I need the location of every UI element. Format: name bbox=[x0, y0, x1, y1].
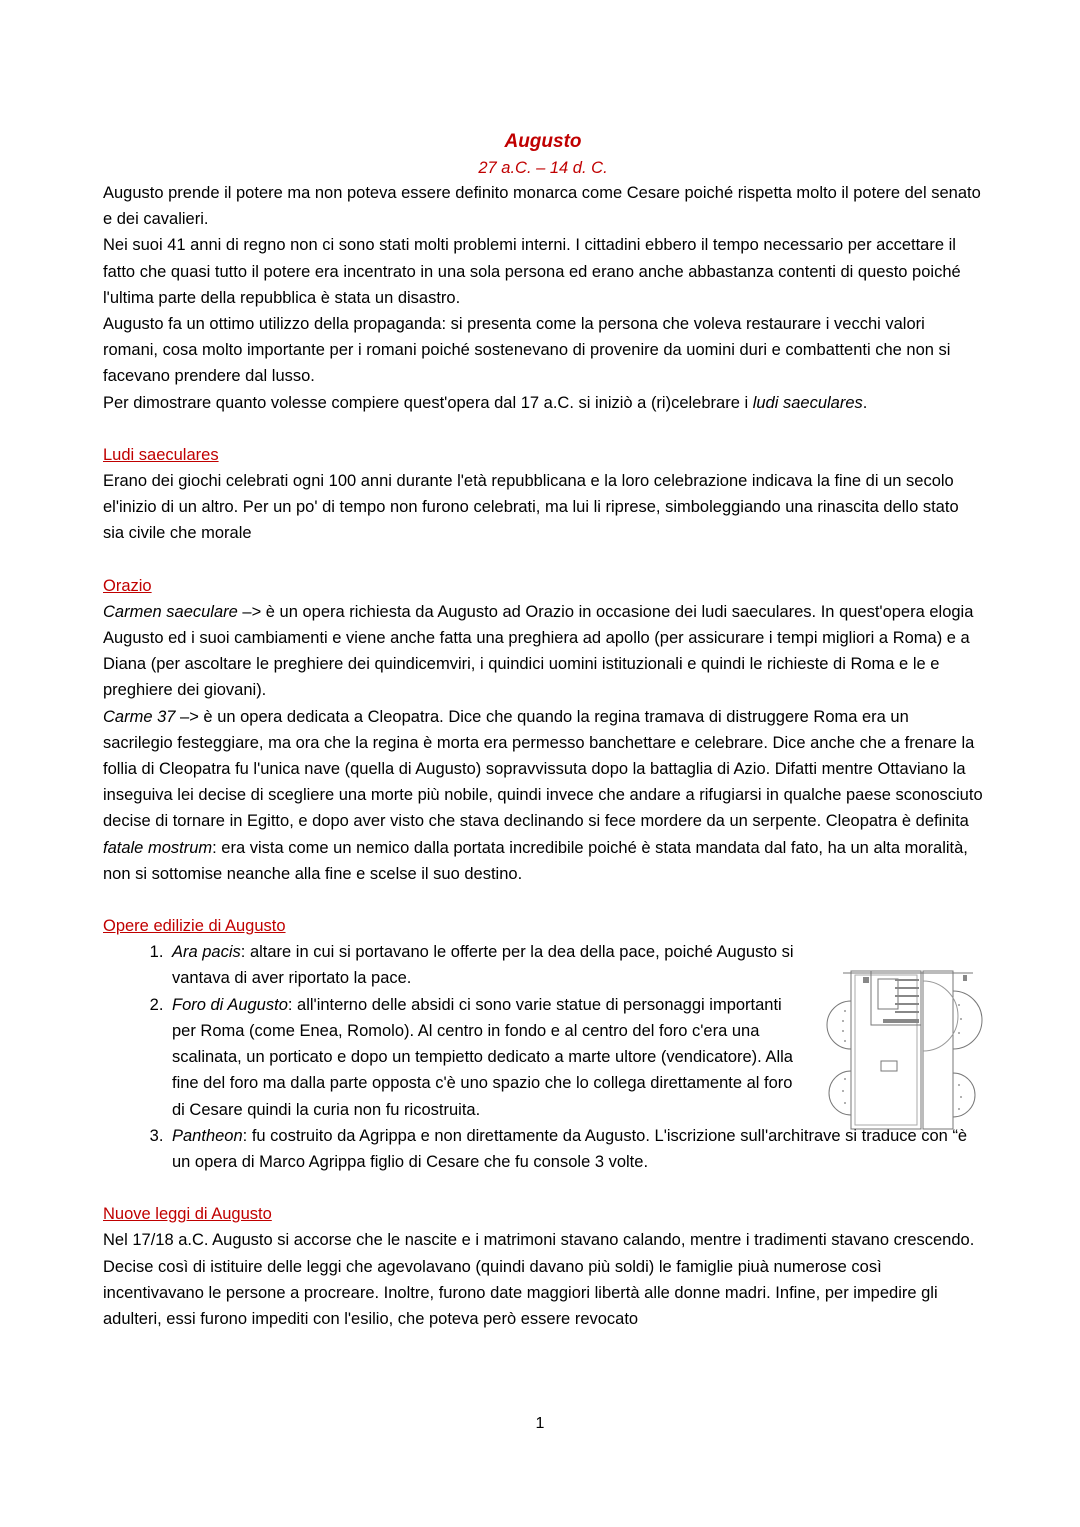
orazio-p2-text-end: : era vista come un nemico dalla portata incredibile poiché è stata mandata dal fato, ha un alta moralità, non si sottomise neanche alla fine e scelse il suo destino. bbox=[103, 838, 968, 883]
orazio-p2-text: –> è un opera dedicata a Cleopatra. Dice che quando la regina tramava di distruggere Roma era un sacrilegio festeggiare, ma ora che la regina è morta era permesso banchettare e celebrare. Dice anche che a frenare la follia di Cleopatra fu l'unica nave (quella di Augusto) sopravvissuta dopo la battaglia di Azio. Difatti mentre Ottaviano la inseguiva lei decise di scegliere una morte più nobile, quindi invece che andare a rifugiarsi in qualche paese sconosciuto decise di tornare in Egitto, e dopo aver visto che stava declinando si fece mordere da un serpente. Cleopatra è definita bbox=[103, 707, 983, 831]
section-heading-ludi: Ludi saeculares bbox=[103, 445, 219, 464]
document-page bbox=[103, 128, 983, 1332]
list-item bbox=[168, 939, 802, 991]
list-item bbox=[168, 992, 802, 1123]
leggi-paragraph: Nel 17/18 a.C. Augusto si accorse che le nascite e i matrimoni stavano calando, mentre i tradimenti stavano crescendo. Decise così di istituire delle leggi che agevolavano (quindi davano più soldi) le famiglie piuà numerose così incentivavano le persone a procreare. Inoltre, furono date maggiori libertà alle donne madri. Infine, per impedire gli adulteri, essi furono impediti con l'esilio, che poteva però essere revocato bbox=[103, 1231, 975, 1328]
opere-list-wrap bbox=[103, 939, 983, 1175]
section-heading-leggi: Nuove leggi di Augusto bbox=[103, 1205, 272, 1224]
intro-last-italic: ludi saeculares bbox=[752, 393, 863, 412]
intro-paragraph-3: Augusto fa un ottimo utilizzo della propaganda: si presenta come la persona che voleva restaurare i vecchi valori romani, cosa molto importante per i romani poiché sostenevano di provenire da uomini duri e combattenti che non si facevano prendere dal lusso. bbox=[103, 315, 951, 386]
intro-last-end: . bbox=[862, 393, 868, 412]
section-heading-orazio: Orazio bbox=[103, 576, 152, 595]
fatale-mostrum-term: fatale mostrum bbox=[103, 838, 213, 857]
intro-paragraph-1: Augusto prende il potere ma non poteva essere definito monarca come Cesare poiché rispetta molto il potere del senato e dei cavalieri. bbox=[103, 184, 981, 229]
pantheon-text: : fu costruito da Agrippa e non direttamente da Augusto. L'iscrizione sull'architrave si traduce con “è un opera di Marco Agrippa figlio di Cesare che fu console 3 volte. bbox=[172, 1126, 968, 1171]
page-subtitle: 27 a.C. – 14 d. C. bbox=[478, 159, 608, 177]
carmen-saeculare-title: Carmen saeculare bbox=[103, 602, 238, 621]
ludi-paragraph: Erano dei giochi celebrati ogni 100 anni durante l'età repubblicana e la loro celebrazione indicava la fine di un secolo el'inizio di un altro. Per un po' di tempo non furono celebrati, ma lui li riprese, simboleggiando una rinascita dello stato sia civile che morale bbox=[103, 472, 959, 543]
carme-37-title: Carme 37 bbox=[103, 707, 176, 726]
intro-last-text: Per dimostrare quanto volesse compiere quest'opera dal 17 a.C. si iniziò a (ri)celebrare i bbox=[103, 393, 753, 412]
intro-paragraph-2: Nei suoi 41 anni di regno non ci sono stati molti problemi interni. I cittadini ebbero il tempo necessario per accettare il fatto che quasi tutto il potere era incentrato in una sola persona ed erano anche abbastanza contenti di questo poiché l'ultima parte della repubblica è stata un disastro. bbox=[103, 236, 961, 307]
foro-augusto-term: Foro di Augusto bbox=[172, 995, 288, 1014]
ara-pacis-term: Ara pacis bbox=[172, 943, 241, 962]
orazio-paragraph-1 bbox=[103, 599, 983, 704]
section-heading-opere: Opere edilizie di Augusto bbox=[103, 917, 286, 936]
foro-augusto-text: : all'interno delle absidi ci sono varie statue di personaggi importanti per Roma (come Enea, Romolo). Al centro in fondo e al centro del foro c'era una scalinata, un porticato e dopo un tempietto dedicato a marte ultore (vendicatore). Alla fine del foro ma dalla parte opposta c'è uno spazio che lo collega direttamente al foro di Cesare quindi la curia non fu ricostruita. bbox=[172, 995, 793, 1119]
ara-pacis-text: : altare in cui si portavano le offerte per la dea della pace, poiché Augusto si vantava di aver riportato la pace. bbox=[172, 943, 794, 988]
pantheon-term: Pantheon bbox=[172, 1126, 243, 1145]
orazio-paragraph-2 bbox=[103, 704, 983, 887]
intro-paragraph-4 bbox=[103, 390, 983, 416]
page-title: Augusto bbox=[504, 131, 582, 152]
page-number: 1 bbox=[535, 1415, 545, 1432]
orazio-p1-text: –> è un opera richiesta da Augusto ad Orazio in occasione dei ludi saeculares. In quest'opera elogia Augusto ed i suoi cambiamenti e viene anche fatta una preghiera ad apollo (per assicurare i tempi migliori a Roma) e a Diana (per ascoltare le preghiere dei quindicemviri, i quindici uomini istituzionali e quindi le richieste di Roma e le e preghiere dei giovani). bbox=[103, 602, 974, 700]
foro-augusto-plan-image bbox=[823, 961, 983, 1131]
